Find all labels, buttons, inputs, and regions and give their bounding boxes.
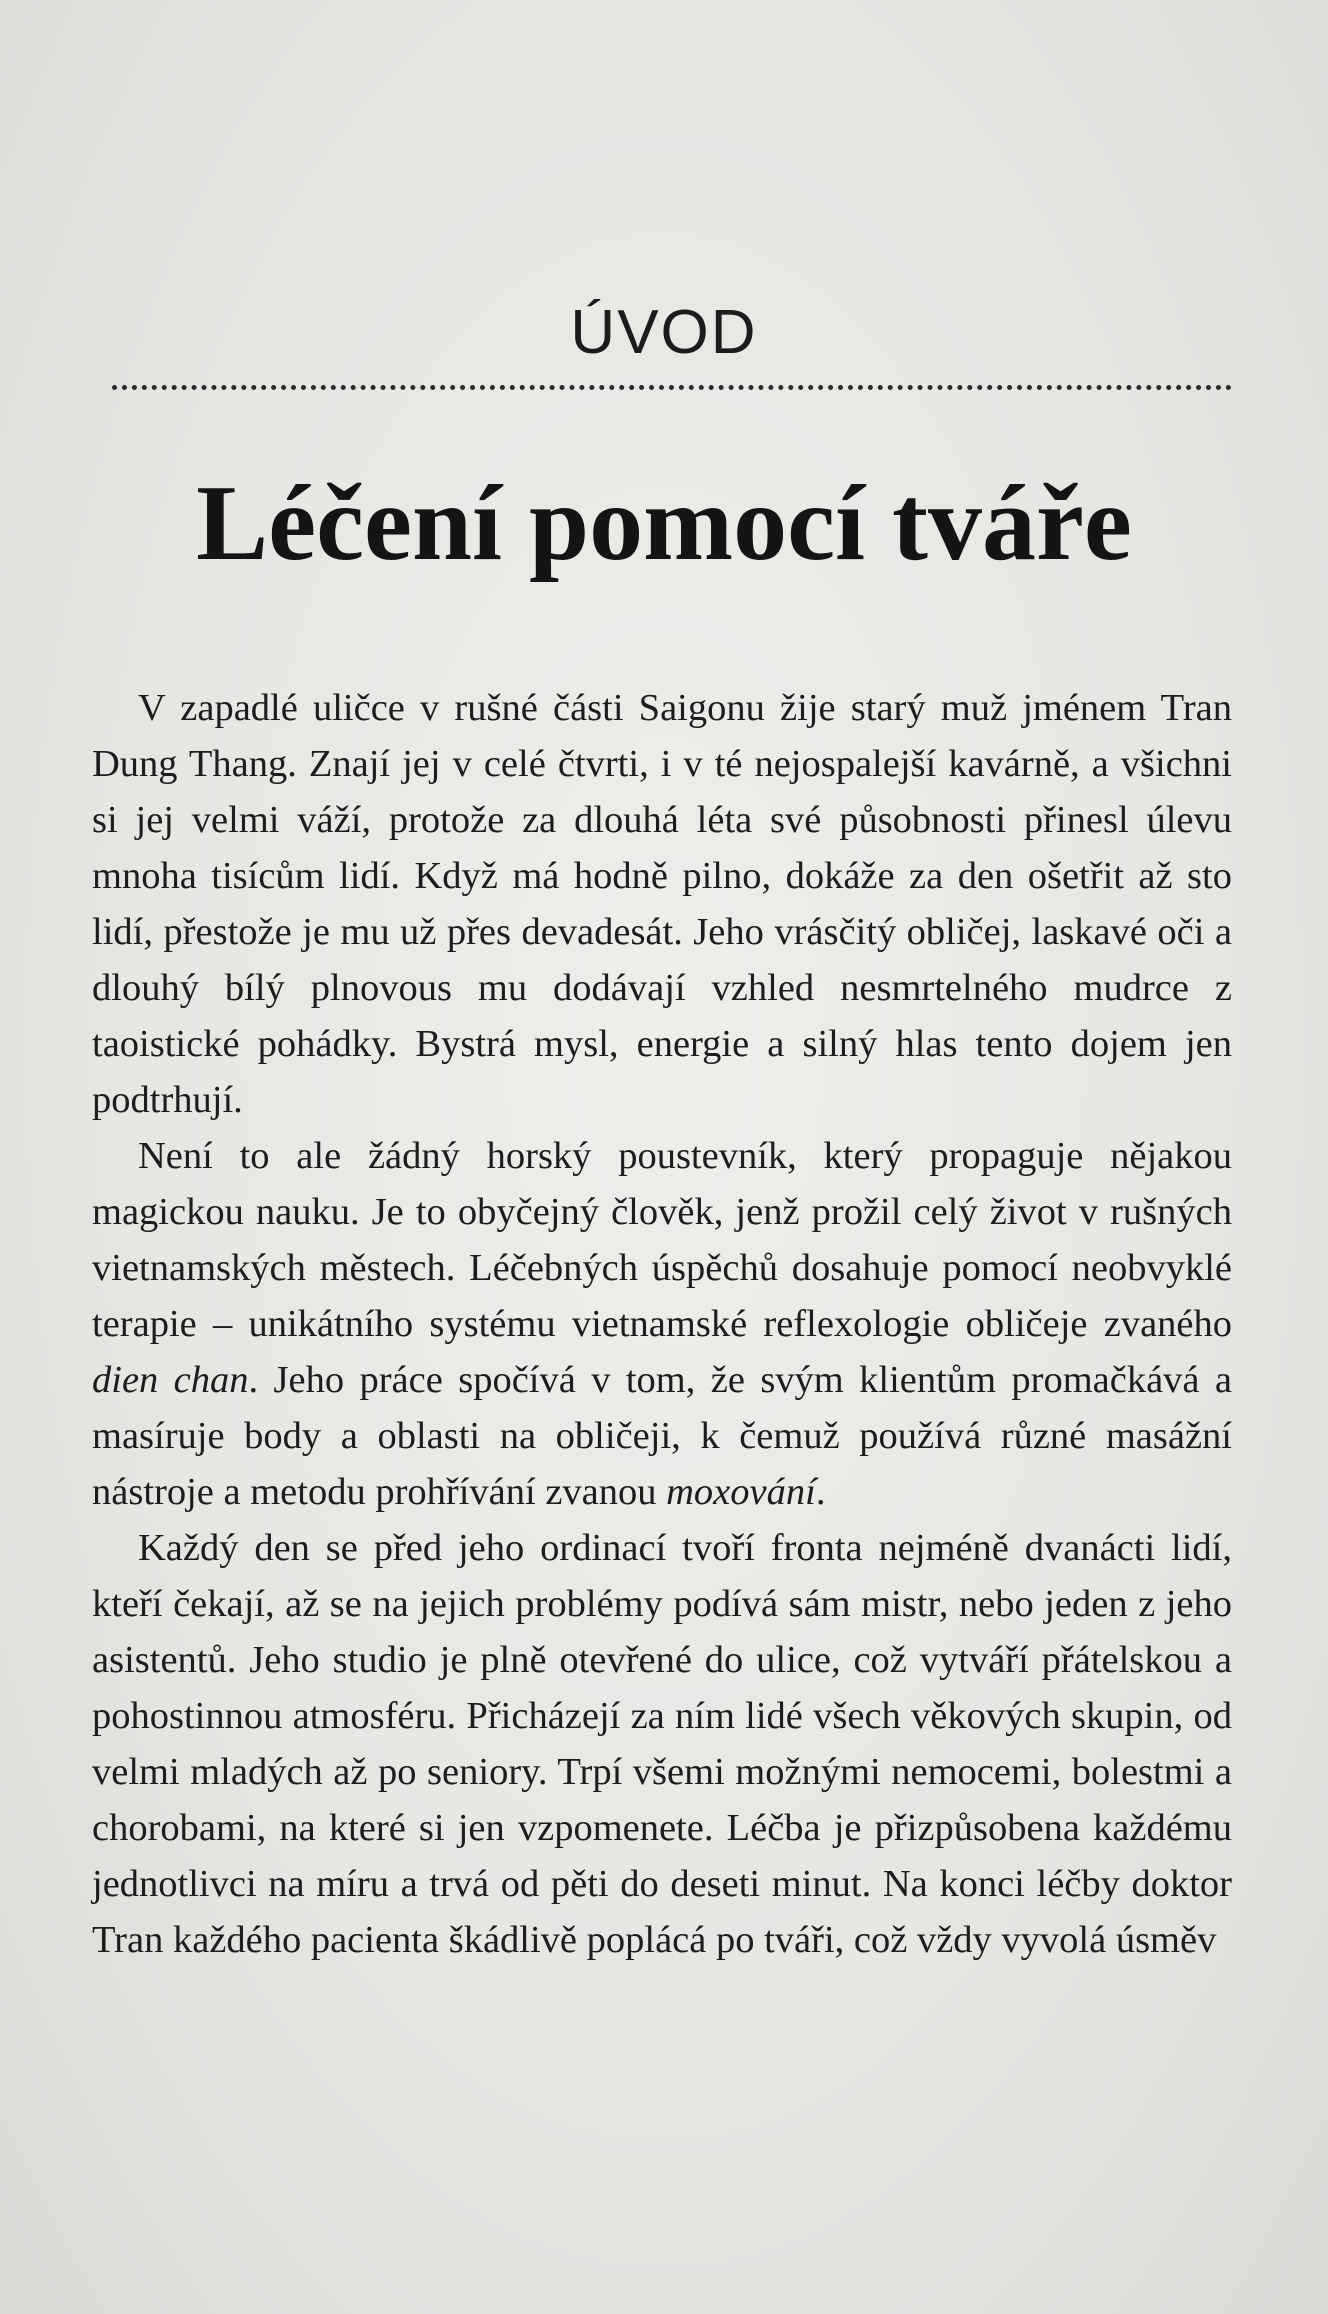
italic-term: dien chan — [92, 1359, 249, 1401]
paragraph — [92, 1520, 1232, 1968]
paragraph — [92, 680, 1232, 1128]
text-run: . Jeho práce spočívá v tom, že svým klientům promačkává a masíruje body a oblasti na obličeji, k čemuž používá různé masážní nástroje a metodu prohřívání zvanou — [92, 1359, 1232, 1513]
body-text — [92, 680, 1232, 1968]
section-label: ÚVOD — [570, 298, 758, 367]
paragraph — [92, 1128, 1232, 1520]
text-run: Není to ale žádný horský poustevník, který propaguje nějakou magickou nauku. Je to obyčejný člověk, jenž prožil celý život v rušných vietnamských městech. Léčebných úspěchů dosahuje pomocí neobvyklé terapie – unikátního systému vietnamské reflexologie obličeje zvaného — [92, 1135, 1232, 1345]
text-run: Každý den se před jeho ordinací tvoří fronta nejméně dvanácti lidí, kteří čekají, až se na jejich problémy podívá sám mistr, nebo jeden z jeho asistentů. Jeho studio je plně otevřené do ulice, což vytváří přátelskou a pohostinnou atmosféru. Přicházejí za ním lidé všech věkových skupin, od velmi mladých až po seniory. Trpí všemi možnými nemocemi, bolestmi a chorobami, na které si jen vzpomenete. Léčba je přizpůsobena každému jednotlivci na míru a trvá od pěti do deseti minut. Na konci léčby doktor Tran každého pacienta škádlivě poplácá po tváři, což vždy vyvolá úsměv — [92, 1527, 1232, 1961]
dotted-divider — [112, 385, 1232, 390]
text-run: . — [815, 1471, 826, 1513]
chapter-title: Léčení pomocí tváře — [196, 464, 1132, 583]
text-run: V zapadlé uličce v rušné části Saigonu žije starý muž jménem Tran Dung Thang. Znají jej v celé čtvrti, i v té nejospalejší kavárně, a všichni si jej velmi váží, protože za dlouhá léta své působnosti přinesl úlevu mnoha tisícům lidí. Když má hodně pilno, dokáže za den ošetřit až sto lidí, přestože je mu už přes devadesát. Jeho vrásčitý obličej, laskavé oči a dlouhý bílý plnovous mu dodávají vzhled nesmrtelného mudrce z taoistické pohádky. Bystrá mysl, energie a silný hlas tento dojem jen podtrhují. — [92, 687, 1232, 1121]
italic-term: moxování — [666, 1471, 816, 1513]
